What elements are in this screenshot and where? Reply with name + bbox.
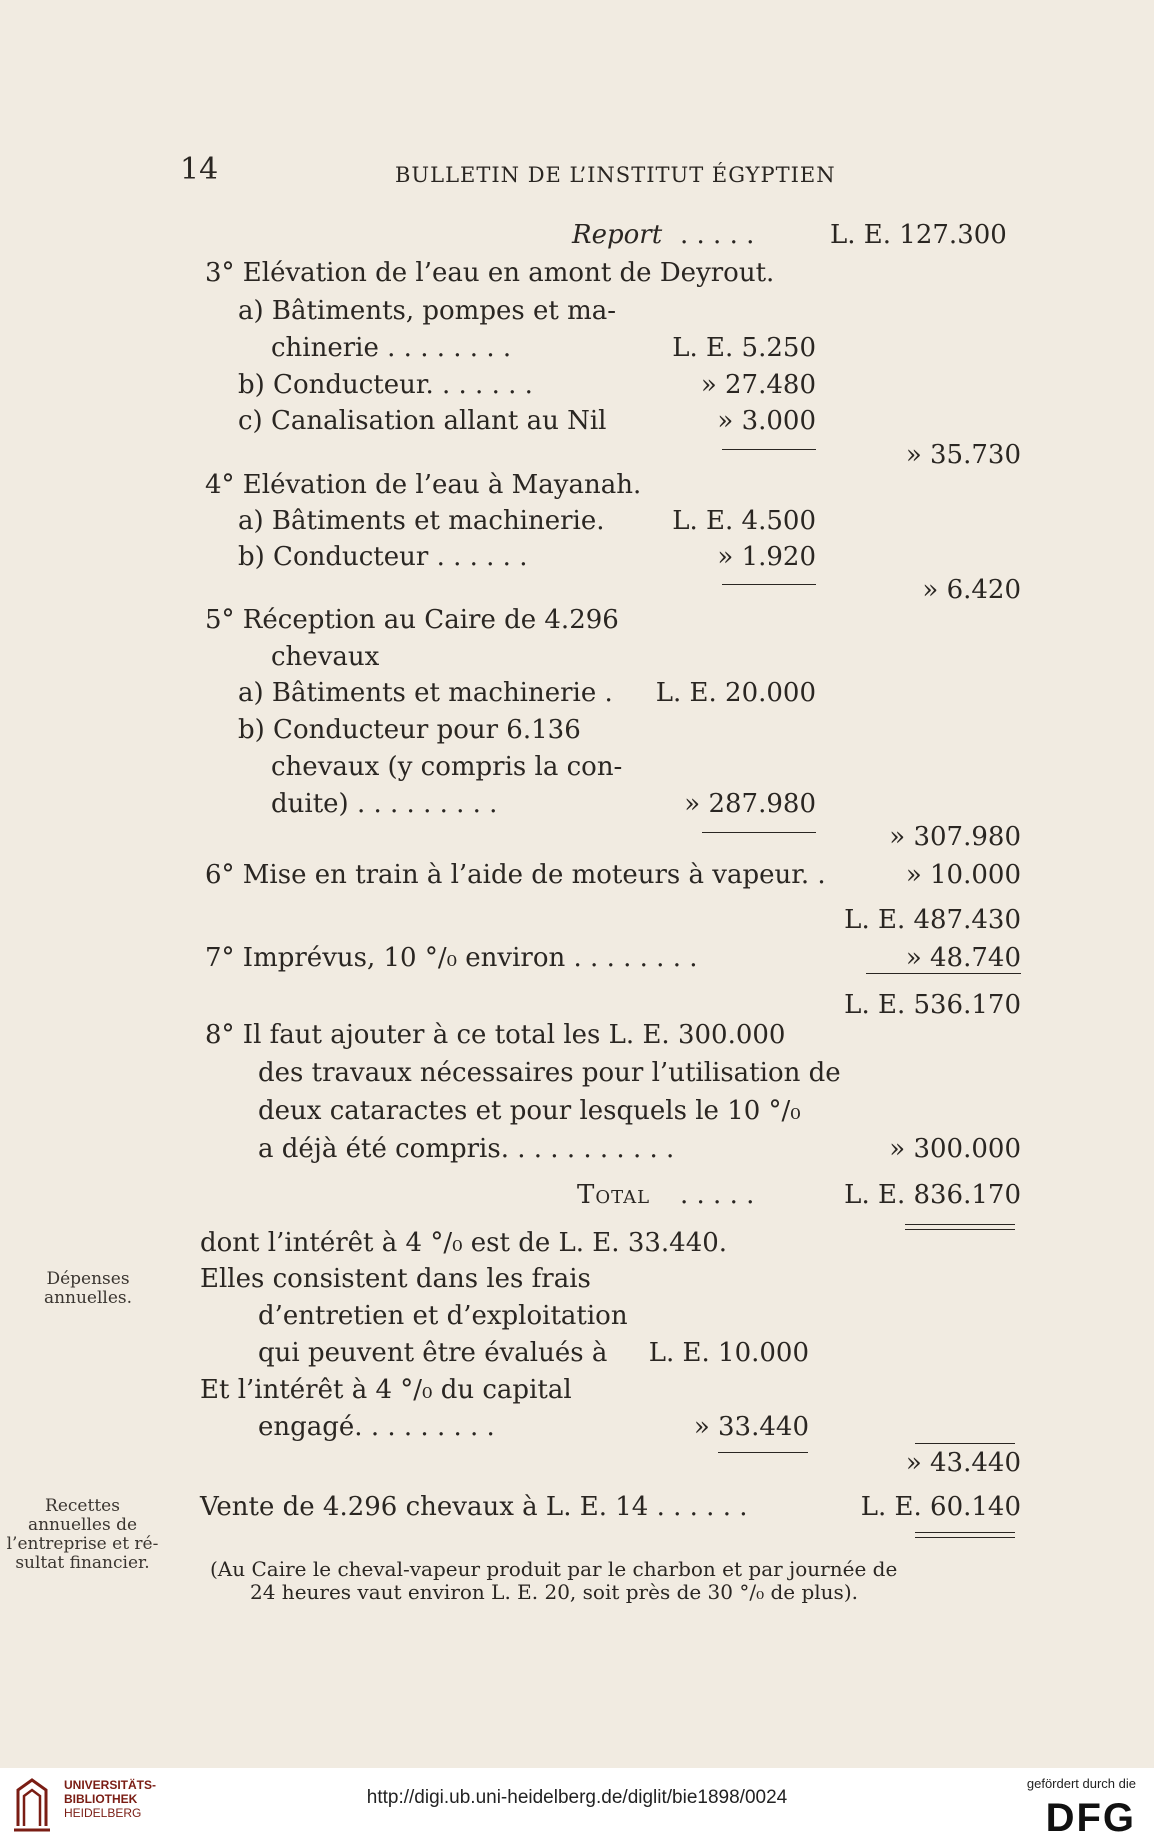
margin-note-recettes bbox=[0, 1497, 165, 1573]
section-4b-amount: » 1.920 bbox=[717, 542, 816, 572]
section-3b-text: b) Conducteur. . . . . . . bbox=[238, 370, 533, 400]
section-8-line3: deux cataractes et pour lesquels le 10 °/₀ bbox=[258, 1096, 801, 1126]
total-double-rule-top bbox=[905, 1224, 1015, 1225]
section-3-subtotal: » 35.730 bbox=[905, 440, 1021, 470]
section-5-subtotal-rule bbox=[702, 832, 816, 833]
section-5b-amount: » 287.980 bbox=[684, 789, 816, 819]
section-7-amount: » 48.740 bbox=[866, 943, 1021, 974]
section-7-text: 7° Imprévus, 10 °/₀ environ . . . . . . . . bbox=[205, 943, 698, 973]
section-8-line1: 8° Il faut ajouter à ce total les L. E. 300.000 bbox=[205, 1020, 786, 1050]
section-5b-line1: b) Conducteur pour 6.136 bbox=[238, 715, 581, 745]
dfg-logo: DFG bbox=[1045, 1796, 1136, 1840]
annual-line4: Et l’intérêt à 4 °/₀ du capital bbox=[200, 1375, 572, 1405]
section-5-subtotal: » 307.980 bbox=[889, 822, 1021, 852]
section-3b-amount: » 27.480 bbox=[700, 370, 816, 400]
section-4-heading: 4° Elévation de l’eau à Mayanah. bbox=[205, 470, 642, 500]
margin-note-recettes-line1: Recettes bbox=[45, 1496, 120, 1516]
section-3a-amount: L. E. 5.250 bbox=[672, 333, 816, 363]
annual-subtotal-underline-top bbox=[915, 1443, 1015, 1444]
annual-subtotal: » 43.440 bbox=[905, 1448, 1021, 1478]
sale-amount: L. E. 60.140 bbox=[860, 1492, 1021, 1522]
section-6-amount: » 10.000 bbox=[905, 860, 1021, 890]
section-5a-amount: L. E. 20.000 bbox=[655, 678, 816, 708]
section-3a-line1: a) Bâtiments, pompes et ma- bbox=[238, 296, 617, 326]
section-5a-text: a) Bâtiments et machinerie . bbox=[238, 678, 613, 708]
section-8-line4: a déjà été compris. . . . . . . . . . . bbox=[258, 1134, 675, 1164]
annual-line1: Elles consistent dans les frais bbox=[200, 1264, 591, 1294]
margin-note-recettes-line3: l’entreprise et ré- bbox=[6, 1534, 159, 1554]
section-3-heading: 3° Elévation de l’eau en amont de Deyrout. bbox=[205, 258, 775, 288]
total-amount: L. E. 836.170 bbox=[844, 1180, 1021, 1210]
section-5-heading-line2: chevaux bbox=[271, 642, 380, 672]
library-line3: HEIDELBERG bbox=[64, 1806, 142, 1820]
margin-note-depenses-line1: Dépenses bbox=[46, 1269, 130, 1289]
margin-note-recettes-line4: sultat financier. bbox=[15, 1553, 150, 1573]
report-dots: . . . . . bbox=[680, 220, 755, 250]
margin-note-depenses bbox=[28, 1270, 148, 1308]
section-6-text: 6° Mise en train à l’aide de moteurs à vapeur. . bbox=[205, 860, 826, 890]
section-3a-line2: chinerie . . . . . . . . bbox=[271, 333, 512, 363]
section-4-subtotal-rule bbox=[722, 584, 816, 585]
note-line1: (Au Caire le cheval-vapeur produit par le charbon et par journée de bbox=[210, 1557, 898, 1581]
total-double-rule-bottom bbox=[905, 1229, 1015, 1230]
running-title: BULLETIN DE L’INSTITUT ÉGYPTIEN bbox=[395, 163, 836, 187]
sale-double-rule-top bbox=[915, 1532, 1015, 1533]
running-sum-2: L. E. 536.170 bbox=[844, 990, 1021, 1020]
annual-line3: qui peuvent être évalués à bbox=[258, 1338, 608, 1368]
section-5-heading-line1: 5° Réception au Caire de 4.296 bbox=[205, 605, 619, 635]
section-3-subtotal-rule bbox=[722, 449, 816, 450]
library-line1: UNIVERSITÄTS- bbox=[64, 1778, 157, 1792]
annual-line3-amount: L. E. 10.000 bbox=[648, 1338, 809, 1368]
section-3c-amount: » 3.000 bbox=[717, 406, 816, 436]
note-line2: 24 heures vaut environ L. E. 20, soit près de 30 °/₀ de plus). bbox=[250, 1580, 858, 1604]
library-line2: BIBLIOTHEK bbox=[64, 1792, 138, 1806]
margin-note-depenses-line2: annuelles. bbox=[43, 1288, 133, 1308]
section-8-amount: » 300.000 bbox=[889, 1134, 1021, 1164]
funded-by-label: gefördert durch die bbox=[1026, 1776, 1136, 1791]
section-5b-line2: chevaux (y compris la con- bbox=[271, 752, 623, 782]
section-5b-line3: duite) . . . . . . . . . bbox=[271, 789, 498, 819]
annual-line5: engagé. . . . . . . . . bbox=[258, 1412, 495, 1442]
section-3c-text: c) Canalisation allant au Nil bbox=[238, 406, 607, 436]
section-4a-text: a) Bâtiments et machinerie. bbox=[238, 506, 605, 536]
page-number: 14 bbox=[180, 152, 219, 187]
section-4b-text: b) Conducteur . . . . . . bbox=[238, 542, 528, 572]
section-4-subtotal: » 6.420 bbox=[922, 575, 1021, 605]
annual-line2: d’entretien et d’exploitation bbox=[258, 1301, 628, 1331]
section-4a-amount: L. E. 4.500 bbox=[672, 506, 816, 536]
report-amount: L. E. 127.300 bbox=[830, 220, 1007, 250]
sale-double-rule-bottom bbox=[915, 1537, 1015, 1538]
running-sum-1: L. E. 487.430 bbox=[844, 905, 1021, 935]
source-url[interactable]: http://digi.ub.uni-heidelberg.de/diglit/bie1898/0024 bbox=[366, 1787, 788, 1808]
margin-note-recettes-line2: annuelles de bbox=[27, 1515, 138, 1535]
total-label: Total bbox=[577, 1180, 651, 1210]
section-8-line2: des travaux nécessaires pour l’utilisation de bbox=[258, 1058, 841, 1088]
annual-line5-amount: » 33.440 bbox=[693, 1412, 809, 1442]
report-label: Report bbox=[572, 220, 663, 250]
total-dots: . . . . . bbox=[680, 1180, 755, 1210]
interest-text: dont l’intérêt à 4 °/₀ est de L. E. 33.440. bbox=[200, 1228, 728, 1258]
annual-subtotal-rule bbox=[718, 1452, 808, 1453]
sale-text: Vente de 4.296 chevaux à L. E. 14 . . . . . . bbox=[200, 1492, 748, 1522]
